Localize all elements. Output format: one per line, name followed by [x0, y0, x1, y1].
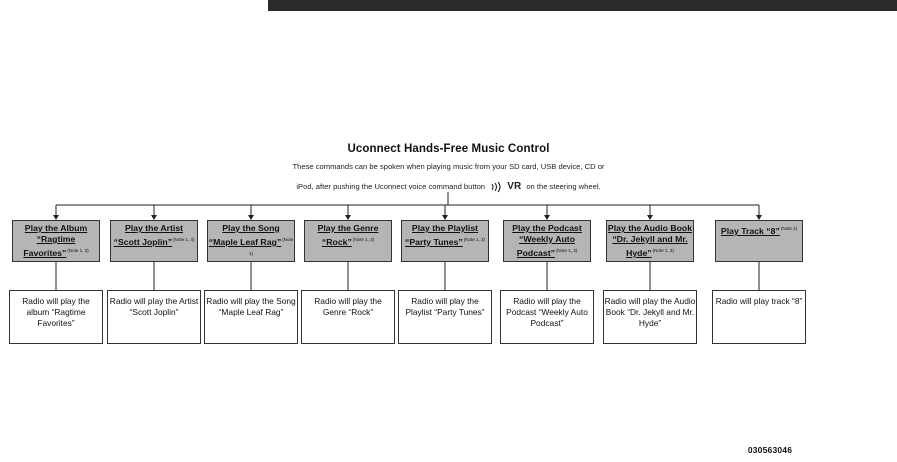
vr-button-label: VR	[507, 181, 522, 192]
command-box	[207, 220, 295, 262]
subtitle-line-2-after: on the steering wheel.	[526, 182, 601, 191]
result-box: Radio will play the Playlist “Party Tunes”	[398, 290, 492, 344]
command-label: Play Track “8”	[720, 225, 780, 236]
command-label: Play the Artist “Scott Joplin”	[113, 223, 184, 247]
result-box: Radio will play the Podcast “Weekly Auto Podcast”	[500, 290, 594, 344]
result-box: Radio will play the Song “Maple Leaf Rag”	[204, 290, 298, 344]
command-label: Play the Album “Ragtime Favorites”	[23, 223, 88, 258]
command-box	[12, 220, 100, 262]
result-box: Radio will play the Artist “Scott Joplin”	[107, 290, 201, 344]
command-note: (Note 1, 3)	[652, 248, 674, 253]
command-label: Play the Genre “Rock”	[317, 223, 379, 247]
command-note: (Note 1, 4)	[173, 237, 195, 242]
command-box	[304, 220, 392, 262]
command-note: (Note 1, 3)	[67, 248, 89, 253]
command-box	[606, 220, 694, 262]
command-box	[715, 220, 803, 262]
command-label: Play the Song “Maple Leaf Rag”	[208, 223, 282, 247]
command-label: Play the Audio Book “Dr. Jekyll and Mr. Hyde”	[607, 223, 693, 258]
command-label: Play the Podcast “Weekly Auto Podcast”	[512, 223, 582, 258]
subtitle-line-2-before: iPod, after pushing the Uconnect voice command button	[296, 182, 486, 191]
image-code: 030563046	[747, 445, 793, 455]
command-box	[503, 220, 591, 262]
command-box	[401, 220, 489, 262]
result-box: Radio will play the Genre “Rock”	[301, 290, 395, 344]
result-box: Radio will play track “8”	[712, 290, 806, 344]
command-box	[110, 220, 198, 262]
command-note: (Note 1)	[248, 237, 294, 256]
command-note: (Note 2)	[780, 226, 798, 231]
command-note: (Note 1, 3)	[352, 237, 375, 242]
command-note: (Note 1, 3)	[463, 237, 486, 242]
subtitle-line-1: These commands can be spoken when playing music from your SD card, USB device, CD or	[292, 162, 605, 171]
diagram-title: Uconnect Hands-Free Music Control	[347, 143, 550, 155]
result-box: Radio will play the album “Ragtime Favorites”	[9, 290, 103, 344]
result-box: Radio will play the Audio Book “Dr. Jekyll and Mr. Hyde”	[603, 290, 697, 344]
command-label: Play the Playlist “Party Tunes”	[404, 223, 479, 247]
command-note: (Note 1, 3)	[555, 248, 578, 253]
